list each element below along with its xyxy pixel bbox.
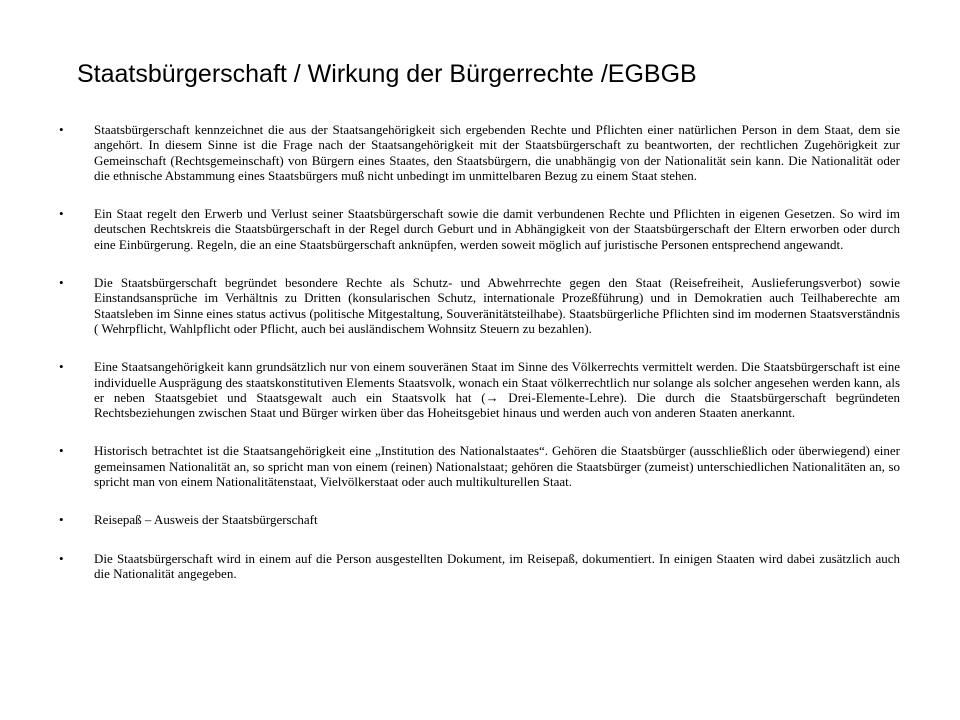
bullet-item-rechte-pflichten	[58, 275, 900, 336]
bullet-item-reisepass-heading	[58, 512, 900, 527]
bullet-text: Ein Staat regelt den Erwerb und Verlust seiner Staatsbürgerschaft sowie die damit verbundenen Rechte und Pflichten in eigenen Gesetzen. So wird im deutschen Rechtskreis die Staatsbürgerschaft in der Regel durch Geburt und in Abhängigkeit von der Staatsbürgerschaft der Eltern erworben oder durch eine Einbürgerung. Regeln, die an eine Staatsbürgerschaft anknüpfen, werden soweit möglich auf juristische Personen entsprechend angewandt.	[94, 206, 900, 252]
bullet-point-icon: •	[59, 550, 64, 566]
bullet-text: Staatsbürgerschaft kennzeichnet die aus der Staatsangehörigkeit sich ergebenden Rechte und Pflichten einer natürlichen Person in dem Staat, dem sie angehört. In diesem Sinne ist die Frage nach der Staatsangehörigkeit mit der Staatsbürgerschaft zu beantworten, der rechtlichen Zugehörigkeit zur Gemeinschaft (Rechtsgemeinschaft) von Bürgern eines Staates, den Staatsbürgern, die unabhängig von der Nationalität sein kann. Die Nationalität oder die ethnische Abstammung eines Staatsbürgers muß nicht unbedingt im unmittelbaren Bezug zu einem Staat stehen.	[94, 122, 900, 183]
bullet-text: Historisch betrachtet ist die Staatsangehörigkeit eine „Institution des Nationalstaates“. Gehören die Staatsbürger (ausschließlich oder überwiegend) einer gemeinsamen Nationalität an, so spricht man von einem (reinen) Nationalstaat; gehören die Staatsbürger (zumeist) unterschiedlichen Nationalitäten an, so spricht man von einem Nationalitätenstaat, Vielvölkerstaat oder auch multikulturellen Staat.	[94, 443, 900, 490]
slide-title: Staatsbürgerschaft / Wirkung der Bürgerrechte /EGBGB	[77, 60, 697, 88]
bullet-item-reisepass-dokument	[58, 551, 900, 582]
bullet-item-erwerb-verlust	[58, 206, 900, 252]
bullet-item-nationalstaat	[58, 443, 900, 489]
bullet-point-icon: •	[59, 443, 64, 459]
bullet-item-staatsbuergerschaft-definition	[58, 122, 900, 183]
bullet-point-icon: •	[59, 359, 64, 375]
bullet-text: Eine Staatsangehörigkeit kann grundsätzlich nur von einem souveränen Staat im Sinne des Völkerrechts vermittelt werden. Die Staatsbürgerschaft ist eine individuelle Ausprägung des staatskonstitutiven Elements Staatsvolk, wonach ein Staat völkerrechtlich nur solange als solcher angesehen werden kann, als er neben Staatsgebiet und Staatsgewalt auch ein Staatsvolk hat (→ Drei-Elemente-Lehre). Die durch die Staatsbürgerschaft begründeten Rechtsbeziehungen zwischen Staat und Bürger wirken über das Hoheitsgebiet hinaus und werden auch von anderen Staaten anerkannt.	[94, 359, 900, 421]
bullet-list	[58, 122, 900, 581]
bullet-point-icon: •	[59, 512, 64, 528]
bullet-point-icon: •	[59, 122, 64, 137]
bullet-text: Die Staatsbürgerschaft wird in einem auf die Person ausgestellten Dokument, im Reisepaß, dokumentiert. In einigen Staaten wird dabei zusätzlich auch die Nationalität angegeben.	[94, 550, 900, 581]
bullet-text: Die Staatsbürgerschaft begründet besondere Rechte als Schutz- und Abwehrrechte gegen den Staat (Reisefreiheit, Auslieferungsverbot) sowie Einstandsansprüche im Verhältnis zu Dritten (konsularischen Schutz, internationale Prozeßführung) und in Demokratien auch Teilhaberechte am Staatsleben im Sinne eines status activus (politische Mitgestaltung, Souveränitätsteilhabe). Staatsbürgerliche Pflichten sind im modernen Staatsverständnis ( Wehrpflicht, Wahlpflicht oder Pflicht, auch bei ausländischem Wohnsitz Steuern zu bezahlen).	[94, 275, 900, 336]
bullet-point-icon: •	[59, 275, 64, 291]
bullet-point-icon: •	[59, 206, 64, 222]
bullet-text: Reisepaß – Ausweis der Staatsbürgerschaft	[94, 512, 318, 528]
bullet-item-voelkerrecht	[58, 359, 900, 420]
